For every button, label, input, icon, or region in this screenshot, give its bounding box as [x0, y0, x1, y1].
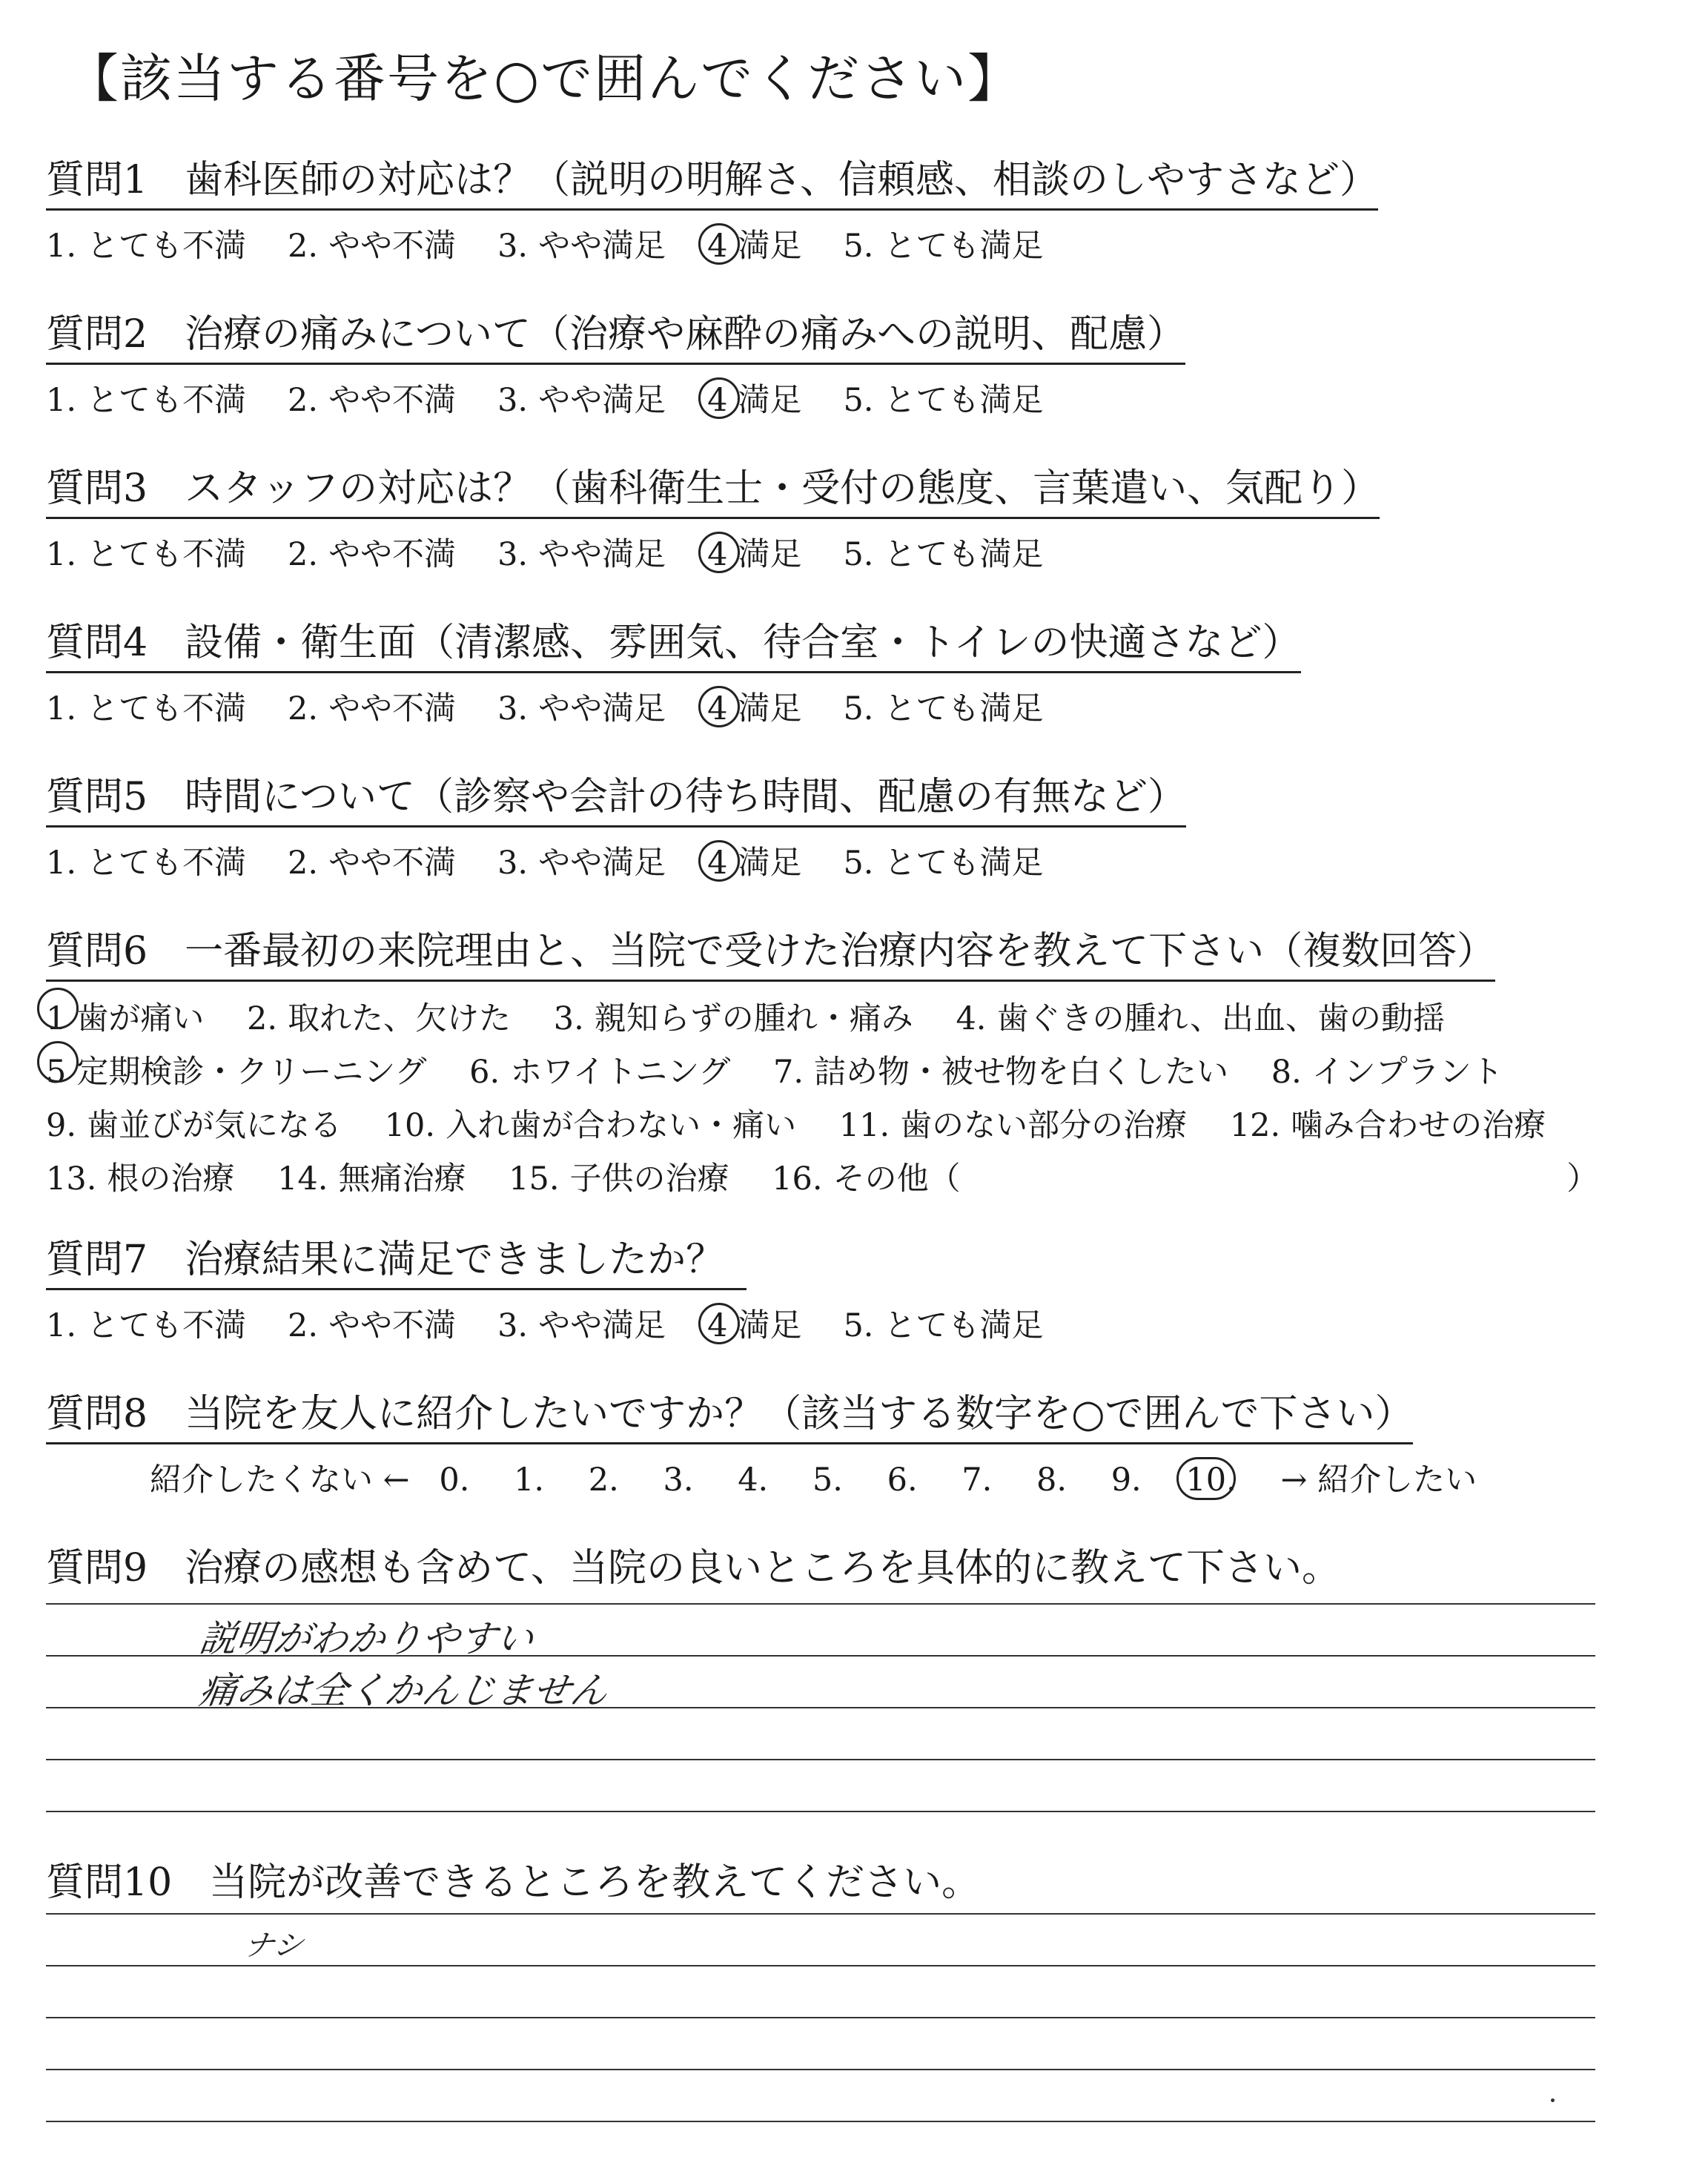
question-number: 質問1: [46, 158, 148, 202]
question-6-options: [46, 992, 1598, 1206]
option-10[interactable]: 10. 入れ歯が合わない・痛い: [384, 1107, 797, 1144]
option-11[interactable]: 11. 歯のない部分の治療: [838, 1107, 1188, 1144]
question-number: 質問7: [46, 1238, 148, 1282]
option-4-selected[interactable]: 4 満足: [707, 228, 802, 265]
option-8[interactable]: 8. インプラント: [1271, 1054, 1503, 1091]
question-number: 質問2: [46, 312, 148, 357]
answer-line[interactable]: [46, 1913, 1595, 1915]
question-7: [46, 1228, 1085, 1346]
option-13[interactable]: 13. 根の治療: [46, 1160, 235, 1198]
stray-mark: [1551, 2098, 1555, 2102]
question-text: 治療の感想も含めて、当院の良いところを具体的に教えて下さい。: [185, 1546, 1341, 1591]
question-10-heading: [46, 1851, 980, 1911]
question-number: 質問3: [46, 466, 148, 511]
option-3[interactable]: 3. 親知らずの腫れ・痛み: [553, 1000, 913, 1037]
option-4-selected[interactable]: 4 満足: [707, 690, 802, 727]
page-title: 【該当する番号を○で囲んでください】: [67, 48, 1022, 109]
scale-right-label: → 紹介したい: [1280, 1462, 1477, 1499]
question-6-heading: [46, 919, 1495, 982]
question-text: 一番最初の来院理由と、当院で受けた治療内容を教えて下さい（複数回答）: [185, 929, 1496, 974]
scale-value[interactable]: 3.: [663, 1462, 694, 1499]
option-3[interactable]: 3. やや満足: [497, 536, 666, 573]
options-row: [46, 992, 1598, 1046]
question-5-heading: [46, 765, 1186, 828]
question-1-heading: [46, 148, 1378, 211]
option-2[interactable]: 2. やや不満: [288, 1307, 457, 1344]
option-2[interactable]: 2. やや不満: [288, 536, 457, 573]
scale-value[interactable]: 1.: [514, 1462, 545, 1499]
question-7-options: [46, 1301, 1085, 1346]
question-9-heading: [46, 1536, 1340, 1596]
option-4-selected[interactable]: 4 満足: [707, 382, 802, 419]
answer-line[interactable]: [46, 1811, 1595, 1812]
question-number: 質問4: [46, 621, 148, 665]
option-5[interactable]: 5. とても満足: [843, 1307, 1044, 1344]
option-5-selected[interactable]: 5 定期検診・クリーニング: [46, 1046, 427, 1099]
question-9: [46, 1536, 1340, 1596]
question-1: [46, 148, 1378, 266]
options-row: [46, 1099, 1598, 1152]
option-1[interactable]: 1. とても不満: [46, 382, 247, 419]
option-9[interactable]: 9. 歯並びが気になる: [46, 1107, 342, 1144]
question-number: 質問10: [46, 1860, 173, 1905]
question-4-heading: [46, 611, 1301, 673]
scale-value[interactable]: 5.: [812, 1462, 843, 1499]
scale-value[interactable]: 6.: [887, 1462, 918, 1499]
option-2[interactable]: 2. やや不満: [288, 690, 457, 727]
question-4-options: [46, 684, 1301, 729]
option-1[interactable]: 1. とても不満: [46, 690, 247, 727]
question-8-heading: [46, 1382, 1413, 1444]
option-3[interactable]: 3. やや満足: [497, 228, 666, 265]
question-number: 質問5: [46, 775, 148, 819]
scale-value[interactable]: 7.: [961, 1462, 993, 1499]
option-2[interactable]: 2. やや不満: [288, 845, 457, 882]
question-text: 治療の痛みについて（治療や麻酔の痛みへの説明、配慮）: [185, 312, 1186, 357]
handwritten-answer: ナシ: [242, 1929, 305, 1963]
handwritten-answer: 痛みは全くかんじません: [196, 1669, 611, 1712]
question-text: 時間について（診察や会計の待ち時間、配慮の有無など）: [185, 775, 1187, 819]
option-1[interactable]: 1. とても不満: [46, 1307, 247, 1344]
option-5[interactable]: 5. とても満足: [843, 228, 1044, 265]
question-7-heading: [46, 1228, 747, 1290]
option-2[interactable]: 2. やや不満: [288, 228, 457, 265]
option-2[interactable]: 2. 取れた、欠けた: [247, 1000, 512, 1037]
option-3[interactable]: 3. やや満足: [497, 1307, 666, 1344]
option-5[interactable]: 5. とても満足: [843, 382, 1044, 419]
answer-line[interactable]: [46, 2069, 1595, 2070]
option-1[interactable]: 1. とても不満: [46, 228, 247, 265]
option-4-selected[interactable]: 4 満足: [707, 845, 802, 882]
question-6: [46, 919, 1598, 1206]
option-7[interactable]: 7. 詰め物・被せ物を白くしたい: [773, 1054, 1229, 1091]
referral-scale: [46, 1455, 1496, 1500]
question-number: 質問9: [46, 1546, 148, 1591]
option-4-selected[interactable]: 4 満足: [707, 1307, 802, 1344]
option-3[interactable]: 3. やや満足: [497, 845, 666, 882]
question-4: [46, 611, 1301, 729]
question-5-options: [46, 838, 1186, 883]
option-1[interactable]: 1. とても不満: [46, 536, 247, 573]
answer-line[interactable]: [46, 2121, 1595, 2122]
handwritten-answer: 説明がわかりやすい: [196, 1617, 537, 1660]
option-5[interactable]: 5. とても満足: [843, 690, 1044, 727]
other-close-paren: ）: [1566, 1160, 1599, 1198]
scale-value-selected[interactable]: 10.: [1185, 1462, 1237, 1499]
question-3-options: [46, 529, 1380, 575]
question-2-heading: [46, 303, 1185, 365]
question-8: [46, 1382, 1496, 1500]
question-5: [46, 765, 1186, 883]
question-text: 設備・衛生面（清潔感、雰囲気、待合室・トイレの快適さなど）: [185, 621, 1301, 665]
options-row: [46, 1152, 1598, 1206]
scale-value[interactable]: 4.: [738, 1462, 769, 1499]
option-1[interactable]: 1. とても不満: [46, 845, 247, 882]
question-10: [46, 1851, 980, 1911]
question-3-heading: [46, 457, 1380, 519]
scale-value[interactable]: 8.: [1036, 1462, 1068, 1499]
option-2[interactable]: 2. やや不満: [288, 382, 457, 419]
scale-value[interactable]: 0.: [439, 1462, 470, 1499]
question-text: 歯科医師の対応は？（説明の明解さ、信頼感、相談のしやすさなど）: [185, 158, 1379, 202]
scale-value[interactable]: 9.: [1110, 1462, 1142, 1499]
option-6[interactable]: 6. ホワイトニング: [469, 1054, 731, 1091]
question-number: 質問8: [46, 1392, 148, 1436]
answer-line[interactable]: [46, 1603, 1595, 1605]
question-1-options: [46, 221, 1378, 266]
option-5[interactable]: 5. とても満足: [843, 536, 1044, 573]
answer-line[interactable]: [46, 1759, 1595, 1760]
option-4-selected[interactable]: 4 満足: [707, 536, 802, 573]
options-row: [46, 1046, 1598, 1099]
question-3: [46, 457, 1380, 575]
option-1-selected[interactable]: 1 歯が痛い: [46, 992, 204, 1046]
question-2: [46, 303, 1185, 420]
option-15[interactable]: 15. 子供の治療: [509, 1160, 729, 1198]
option-14[interactable]: 14. 無痛治療: [277, 1160, 466, 1198]
option-5[interactable]: 5. とても満足: [843, 845, 1044, 882]
question-number: 質問6: [46, 929, 148, 974]
option-16-other[interactable]: 16. その他（: [772, 1160, 961, 1198]
question-text: 当院が改善できるところを教えてください。: [209, 1860, 981, 1905]
option-3[interactable]: 3. やや満足: [497, 382, 666, 419]
question-2-options: [46, 375, 1185, 420]
scale-value[interactable]: 2.: [588, 1462, 619, 1499]
scale-left-label: 紹介したくない ←: [150, 1462, 410, 1499]
question-text: 当院を友人に紹介したいですか？（該当する数字を○で囲んで下さい）: [185, 1392, 1414, 1436]
option-3[interactable]: 3. やや満足: [497, 690, 666, 727]
question-text: スタッフの対応は？（歯科衛生士・受付の態度、言葉遣い、気配り）: [185, 466, 1380, 511]
question-text: 治療結果に満足できましたか？: [185, 1238, 725, 1282]
option-12[interactable]: 12. 噛み合わせの治療: [1229, 1107, 1546, 1144]
answer-line[interactable]: [46, 2017, 1595, 2018]
option-4[interactable]: 4. 歯ぐきの腫れ、出血、歯の動揺: [956, 1000, 1446, 1037]
answer-line[interactable]: [46, 1965, 1595, 1966]
